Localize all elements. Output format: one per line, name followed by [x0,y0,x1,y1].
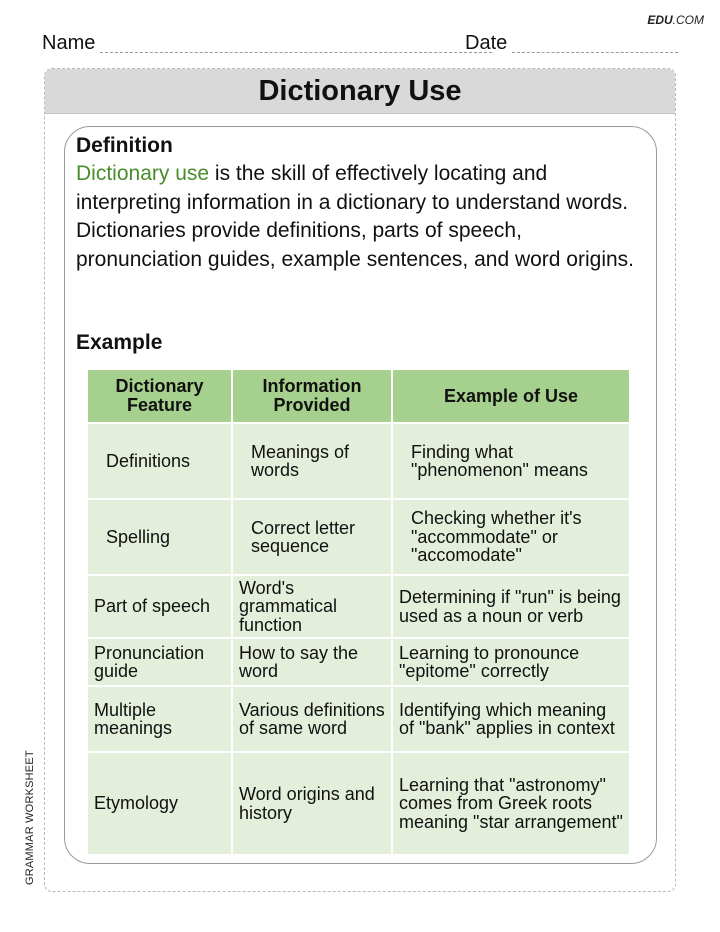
table-cell-example: Learning to pronounce "epitome" correctly [392,638,630,686]
table-cell-information: Word origins and history [232,752,392,855]
table-header-row [87,369,630,423]
worksheet-category-label: GRAMMAR WORKSHEET [24,750,36,885]
table-row [87,499,630,575]
table-cell-information: How to say the word [232,638,392,686]
name-date-row [42,30,678,56]
table-cell-example: Finding what "phenomenon" means [392,423,630,499]
table-cell-feature: Part of speech [87,575,232,638]
definition-term: Dictionary use [76,162,210,185]
table-cell-example: Checking whether it's "accommodate" or "accomodate" [392,499,630,575]
table-cell-feature: Pronunciation guide [87,638,232,686]
table-cell-information: Correct letter sequence [232,499,392,575]
table-row [87,423,630,499]
table-row [87,686,630,752]
table-cell-information: Various definitions of same word [232,686,392,752]
column-header-information: Information Provided [232,369,392,423]
date-label: Date [465,32,508,54]
table-row [87,752,630,855]
table-cell-feature: Etymology [87,752,232,855]
table-cell-example: Determining if "run" is being used as a noun or verb [392,575,630,638]
brand-logo-rest: .COM [672,13,704,27]
name-field[interactable] [100,52,492,53]
column-header-feature: Dictionary Feature [87,369,232,423]
table-cell-feature: Multiple meanings [87,686,232,752]
definition-body: is the skill of effectively locating and interpreting information in a dictionary to understand words. Dictionaries provide definitions, parts of speech, pronunciation guides, example sentences, and word origins. [76,162,635,271]
date-field[interactable] [512,52,678,53]
table-cell-feature: Definitions [87,423,232,499]
table-cell-feature: Spelling [87,499,232,575]
definition-heading: Definition [76,134,173,157]
dictionary-features-table [86,368,631,856]
table-cell-information: Word's grammatical function [232,575,392,638]
table-cell-information: Meanings of words [232,423,392,499]
table-cell-example: Learning that "astronomy" comes from Greek roots meaning "star arrangement" [392,752,630,855]
page-title: Dictionary Use [45,69,675,114]
name-label: Name [42,32,96,54]
table-row [87,575,630,638]
table-row [87,638,630,686]
example-heading: Example [76,331,163,354]
column-header-example: Example of Use [392,369,630,423]
definition-text [76,160,651,274]
brand-logo [647,13,704,27]
brand-logo-bold: EDU [647,13,673,27]
table-cell-example: Identifying which meaning of "bank" applies in context [392,686,630,752]
